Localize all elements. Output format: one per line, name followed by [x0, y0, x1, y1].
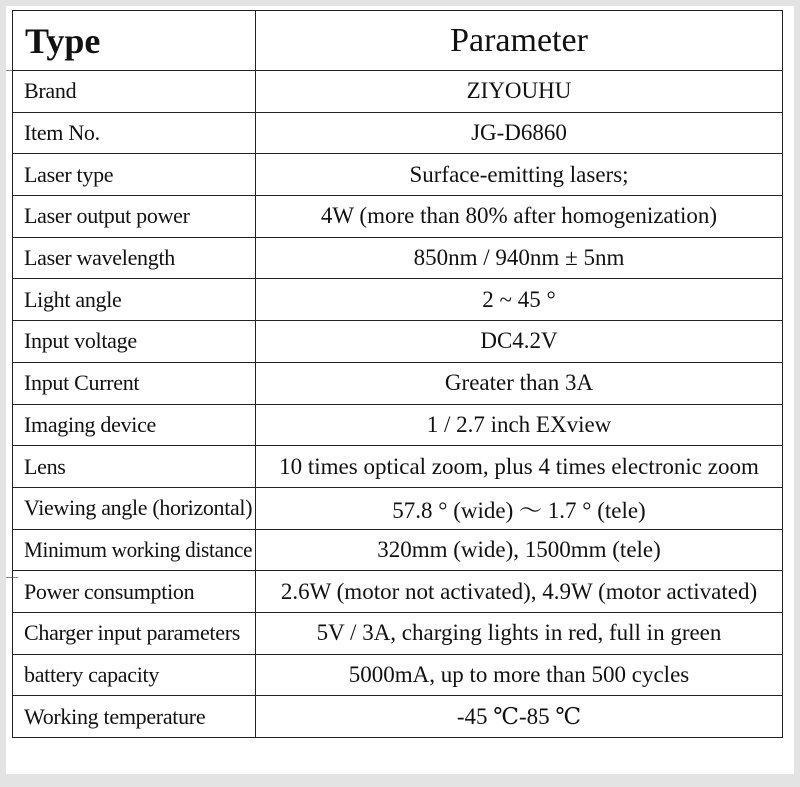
table-row — [13, 654, 783, 696]
row-parameter-cell: 4W (more than 80% after homogenization) — [256, 196, 783, 238]
table-row — [13, 71, 783, 113]
table-row — [13, 362, 783, 404]
table-row — [13, 279, 783, 321]
row-type-cell: Laser output power — [13, 196, 256, 238]
table-row — [13, 446, 783, 488]
row-parameter-cell: Surface-emitting lasers; — [256, 154, 783, 196]
row-type-cell: Imaging device — [13, 404, 256, 446]
row-type-cell: Lens — [13, 446, 256, 488]
table-row — [13, 154, 783, 196]
row-type-cell: Light angle — [13, 279, 256, 321]
row-parameter-cell: 5V / 3A, charging lights in red, full in green — [256, 612, 783, 654]
row-parameter-cell: ZIYOUHU — [256, 71, 783, 113]
table-row — [13, 696, 783, 738]
row-parameter-cell: 10 times optical zoom, plus 4 times electronic zoom — [256, 446, 783, 488]
table-row — [13, 571, 783, 613]
spec-table — [12, 10, 783, 738]
row-type-cell: battery capacity — [13, 654, 256, 696]
row-parameter-cell: 57.8 ° (wide) ～ 1.7 ° (tele) — [256, 487, 783, 529]
table-row — [13, 487, 783, 529]
table-row — [13, 321, 783, 363]
row-type-cell: Charger input parameters — [13, 612, 256, 654]
row-parameter-cell: -45 ℃-85 ℃ — [256, 696, 783, 738]
row-type-cell: Minimum working distance — [13, 529, 256, 571]
row-parameter-cell: 320mm (wide), 1500mm (tele) — [256, 529, 783, 571]
table-row — [13, 612, 783, 654]
row-type-cell: Power consumption — [13, 571, 256, 613]
table-header-row — [13, 11, 783, 71]
row-type-cell: Viewing angle (horizontal) — [13, 487, 256, 529]
row-type-cell: Brand — [13, 71, 256, 113]
row-type-cell: Input Current — [13, 362, 256, 404]
parameter-column-header: Parameter — [256, 11, 783, 71]
row-type-cell: Working temperature — [13, 696, 256, 738]
table-row — [13, 237, 783, 279]
row-parameter-cell: 2 ~ 45 ° — [256, 279, 783, 321]
row-parameter-cell: 1 / 2.7 inch EXview — [256, 404, 783, 446]
table-row — [13, 529, 783, 571]
row-parameter-cell: 850nm / 940nm ± 5nm — [256, 237, 783, 279]
row-parameter-cell: Greater than 3A — [256, 362, 783, 404]
row-parameter-cell: 5000mA, up to more than 500 cycles — [256, 654, 783, 696]
row-parameter-cell: JG-D6860 — [256, 112, 783, 154]
table-row — [13, 404, 783, 446]
table-row — [13, 112, 783, 154]
type-column-header: Type — [13, 11, 256, 71]
row-type-cell: Input voltage — [13, 321, 256, 363]
row-type-cell: Item No. — [13, 112, 256, 154]
table-row — [13, 196, 783, 238]
row-type-cell: Laser wavelength — [13, 237, 256, 279]
row-parameter-cell: DC4.2V — [256, 321, 783, 363]
row-type-cell: Laser type — [13, 154, 256, 196]
row-parameter-cell: 2.6W (motor not activated), 4.9W (motor activated) — [256, 571, 783, 613]
